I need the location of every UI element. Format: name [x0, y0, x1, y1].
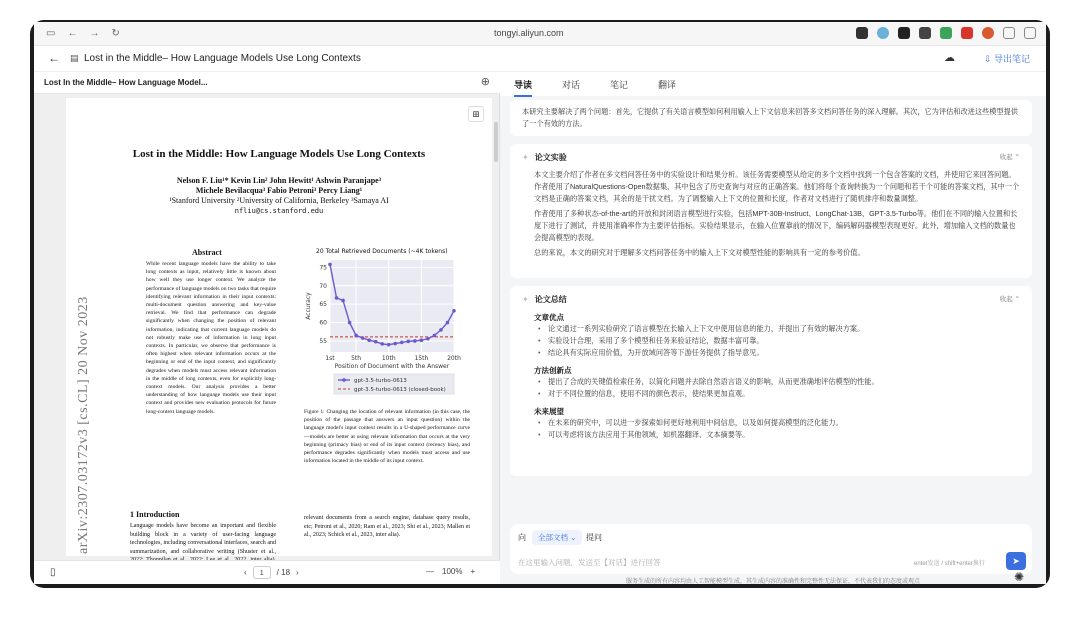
arxiv-stamp: arXiv:2307.03172v3 [cs.CL] 20 Nov 2023 [76, 296, 91, 554]
y-tick-label: 55 [319, 337, 327, 345]
grid-view-icon[interactable]: ⊞ [468, 106, 484, 122]
list-item: • 结论具有实际应用价值，为开放域问答等下游任务提供了指导意见。 [534, 347, 1020, 359]
extension-icon[interactable] [940, 27, 952, 39]
affiliations-line: ¹Stanford University ²University of California, Berkeley ³Samaya AI [169, 196, 389, 205]
cloud-upload-icon[interactable]: ☁ [944, 52, 955, 64]
zoom-controls [426, 567, 475, 576]
send-hint: enter发送 / shift+enter换行 [914, 561, 985, 567]
question-box [510, 524, 1032, 574]
list-item: • 论文通过一系列实验研究了语言模型在长输入上下文中使用信息的能力，并提出了有效的解决方案。 [534, 323, 1020, 335]
pdf-page [66, 98, 492, 556]
authors-line: Michele Bevilacqua³ Fabio Petroni³ Percy Liang¹ [195, 186, 363, 195]
send-button[interactable]: ➤ [1006, 552, 1026, 570]
data-point [452, 309, 456, 313]
address-bar[interactable]: tongyi.aliyun.com [494, 28, 564, 38]
browser-window [34, 22, 1046, 584]
summary-body [534, 308, 1020, 441]
accuracy-chart [302, 256, 482, 406]
zoom-out-icon[interactable]: — [426, 567, 434, 576]
data-point [348, 321, 352, 325]
x-tick-label: 5th [351, 355, 362, 362]
experiment-card [510, 144, 1032, 278]
intro-heading: 1 Introduction [130, 510, 180, 519]
prev-page-icon[interactable]: ‹ [244, 568, 247, 577]
document-title: Lost in the Middle– How Language Models Use Long Contexts [84, 53, 361, 64]
thumbnail-panel-icon[interactable]: ▯ [50, 567, 56, 578]
data-point [361, 336, 365, 340]
list-item: • 提出了合成的关键值检索任务，以简化问题并去除自然语言语义的影响，从而更准确地评估模型的性能。 [534, 376, 1020, 388]
summary-heading-label: 论文总结 [534, 295, 567, 304]
pdf-viewer [34, 72, 500, 584]
extension-icon[interactable] [898, 27, 910, 39]
y-tick-label: 70 [319, 282, 327, 290]
legend-label: gpt-3.5-turbo-0613 (closed-book) [354, 387, 446, 393]
experiment-heading-label: 论文实验 [534, 153, 567, 162]
x-tick-label: 10th [381, 355, 396, 362]
page-number-input[interactable]: 1 [253, 566, 271, 579]
experiment-body [534, 169, 1020, 259]
list-item: • 实验设计合理，采用了多个模型和任务来验证结论，数据丰富可靠。 [534, 335, 1020, 347]
intro-card-text: 本研究主要解决了两个问题：首先，它提供了有关语言模型如何利用输入上下文信息来回答多文档问答任务的深入理解。其次，它为评估和改进这些模型提供了一个有效的方法。 [522, 107, 1018, 128]
summary-subheading: 方法创新点 [534, 366, 572, 375]
data-point [393, 342, 397, 346]
summary-heading: ✦ 论文总结 [522, 295, 567, 304]
panel-tabs [500, 72, 1046, 96]
data-point [335, 296, 339, 300]
abstract-text: While recent language models have the ability to take long contexts as input, relatively little is known about how well they use longer context. We analyze the performance of language models on two tasks that require identifying relevant information in their input contexts: multi-document question answering and key-value retrieval. We find that performance can degrade significantly when changing the position of relevant information, indicating that current language models do not robustly make use of information in long input contexts. In particular, we observe that performance is often highest when relevant information occurs at the beginning or end of the input context, and significantly degrades when models must access relevant information in the middle of long contexts, even for explicitly long-context models. Our analysis provides a better understanding of how language models use their input context and provides new evaluation protocols for future long-context language models. [146, 261, 276, 415]
tab-guide[interactable]: 导读 [514, 79, 533, 90]
tab-notes[interactable]: 笔记 [610, 79, 629, 90]
extension-icon[interactable] [919, 27, 931, 39]
intro-text: Language models have become an important and flexible building block in a variety of user-facing language technologies, including conversational interfaces, search and summarization, and collaborative writing (Shuster et al., [130, 523, 276, 555]
extension-icon[interactable] [961, 27, 973, 39]
zoom-level: 100% [442, 567, 463, 576]
abstract-heading: Abstract [192, 248, 222, 257]
x-axis-label: Position of Document with the Answer [334, 363, 450, 370]
reload-icon[interactable]: ↻ [111, 28, 120, 39]
document-icon: ▤ [70, 53, 79, 63]
list-item: • 在未来的研究中，可以进一步探索如何更好地利用中间信息，以及如何提高模型的泛化能力。 [534, 417, 1020, 429]
plot-area [330, 260, 454, 352]
paper-title: Lost in the Middle: How Language Models Use Long Contexts [132, 148, 426, 160]
tab-chat[interactable]: 对话 [562, 79, 581, 90]
extension-icon[interactable] [982, 27, 994, 39]
x-tick-label: 15th [414, 355, 429, 362]
legend-marker [342, 378, 346, 382]
column2-text: relevant documents from a search engine, database query results, etc; Petroni et al., 2020; Ram et al., 2023; Shi et al., 2023; Mallen et al., 2023; Schick et al., 2023, inter alia). [304, 515, 470, 538]
pdf-tab-title: Lost In the Middle– How Language Model... [44, 78, 208, 87]
data-point [446, 321, 450, 325]
export-notes-button[interactable]: ⇩ 导出笔记 [984, 54, 1031, 64]
scrollbar[interactable] [494, 122, 498, 162]
document-header [34, 46, 1046, 72]
back-arrow-icon[interactable]: ← [48, 51, 60, 65]
data-point [400, 341, 404, 345]
ask-label: 提问 [586, 533, 602, 542]
assistant-logo-icon[interactable]: ✺ [1014, 570, 1025, 584]
back-icon[interactable]: ← [67, 28, 78, 39]
extension-icon[interactable] [877, 27, 889, 39]
data-point [374, 340, 378, 344]
page-navigator [244, 566, 299, 579]
x-tick-label: 1st [325, 355, 335, 362]
experiment-heading: ✦ 论文实验 [522, 153, 567, 162]
data-point [439, 328, 443, 332]
data-point [420, 338, 424, 342]
forward-icon[interactable]: → [89, 28, 100, 39]
y-tick-label: 75 [319, 264, 327, 272]
data-point [413, 339, 417, 343]
extension-icon[interactable] [856, 27, 868, 39]
intro-card [510, 100, 1032, 136]
pdf-header [34, 72, 500, 94]
legend-label: gpt-3.5-turbo-0613 [354, 378, 407, 384]
export-notes-label: 导出笔记 [994, 54, 1031, 64]
sidebar-toggle-icon[interactable]: ▭ [46, 28, 56, 39]
collapse-button[interactable]: 收起 ⌃ [999, 154, 1020, 161]
author-email: nfliu@cs.stanford.edu [234, 207, 324, 215]
data-point [328, 263, 332, 267]
to-label: 向 [518, 533, 526, 542]
y-axis-label: Accuracy [305, 292, 312, 320]
tab-translate[interactable]: 翻译 [658, 79, 677, 90]
summary-subheading: 文章优点 [534, 313, 564, 322]
data-point [341, 299, 345, 303]
menu-icon[interactable] [1003, 27, 1015, 39]
data-point [407, 340, 411, 344]
paper-authors [66, 176, 492, 196]
question-input[interactable]: 在这里输入问题，发送至【对话】进行回答 [518, 558, 661, 567]
x-tick-label: 20th [447, 355, 461, 362]
data-point [367, 338, 371, 342]
data-point [354, 334, 358, 338]
data-point [380, 342, 384, 346]
experiment-paragraph: 作者使用了多种状态-of-the-art的开放和封闭语言模型进行实验，包括MPT-30B-Instruct、LongChat-13B、GPT-3.5-Turbo等。他们在不同的输入位置和长度下进行了测试，并使用准确率作为主要评估指标。实验结果显示，在输入位置靠前的情况下，编码解码器模型表现更好。此外，增加输入文档的数量也会提高模型的表现。 [534, 209, 1018, 242]
zoom-in-icon[interactable]: + [470, 567, 476, 576]
experiment-paragraph: 总的来说，本文的研究对于理解多文档问答任务中的输入上下文对模型性能的影响具有一定的参考价值。 [534, 248, 865, 257]
add-icon[interactable]: ⊕ [480, 76, 490, 88]
page-total: / 18 [276, 568, 291, 577]
data-point [426, 337, 430, 341]
y-tick-label: 65 [319, 301, 327, 309]
figure-caption: Figure 1: Changing the location of relevant information (in this case, the position of the passage that answers an input question) within the language model's input context results in a U-shaped performance curve—models are better at using relevant information that occurs at the very beginning (primacy bias) or end of its input context (recency bias), and performance degrades significantly when models must access and use information located in the middle of its input context. [304, 409, 470, 465]
split-view-icon[interactable] [1024, 27, 1036, 39]
summary-card [510, 286, 1032, 476]
paper-affiliations [66, 196, 492, 216]
list-item: • 对于不同位置的信息，使用不同的颜色表示，使结果更加直观。 [534, 388, 1020, 400]
experiment-paragraph: 本文主要介绍了作者在多文档问答任务中的实验设计和结果分析。该任务需要模型从给定的多个文档中找到一个包含答案的文档，并使用它来回答问题。作者使用了NaturalQuestions-Open数据集，其中包含了历史查询与对应的正确答案。他们将每个查询转换为一个问题和若干个可能的答案文档，其中一个文档是正确的答案文档，其余的是干扰文档。为了调整输入上下文的位置和长度，作者对文档进行了随机排序和数量调整。 [534, 170, 1020, 203]
next-page-icon[interactable]: › [296, 568, 299, 577]
document-scope-dropdown[interactable]: 全部文档 ⌄ [532, 530, 582, 545]
y-tick-label: 60 [319, 319, 327, 327]
browser-toolbar [34, 22, 1046, 46]
data-point [387, 343, 391, 347]
collapse-button[interactable]: 收起 ⌃ [999, 296, 1020, 303]
data-point [433, 334, 437, 338]
chart-title: 20 Total Retrieved Documents (~4K tokens) [316, 248, 448, 255]
authors-line: Nelson F. Liu¹* Kevin Lin² John Hewitt¹ Ashwin Paranjape³ [176, 176, 382, 185]
assistant-panel [500, 72, 1046, 584]
list-item: • 可以考虑将该方法应用于其他领域，如机器翻译、文本摘要等。 [534, 429, 1020, 441]
disclaimer: 服务生成的所有内容均由人工智能模型生成，其生成内容的准确性和完整性无法保证，不代表我们的态度或观点 [625, 579, 920, 585]
extension-icons [856, 27, 1036, 39]
summary-subheading: 未来展望 [534, 407, 564, 416]
pdf-footer [34, 560, 500, 584]
